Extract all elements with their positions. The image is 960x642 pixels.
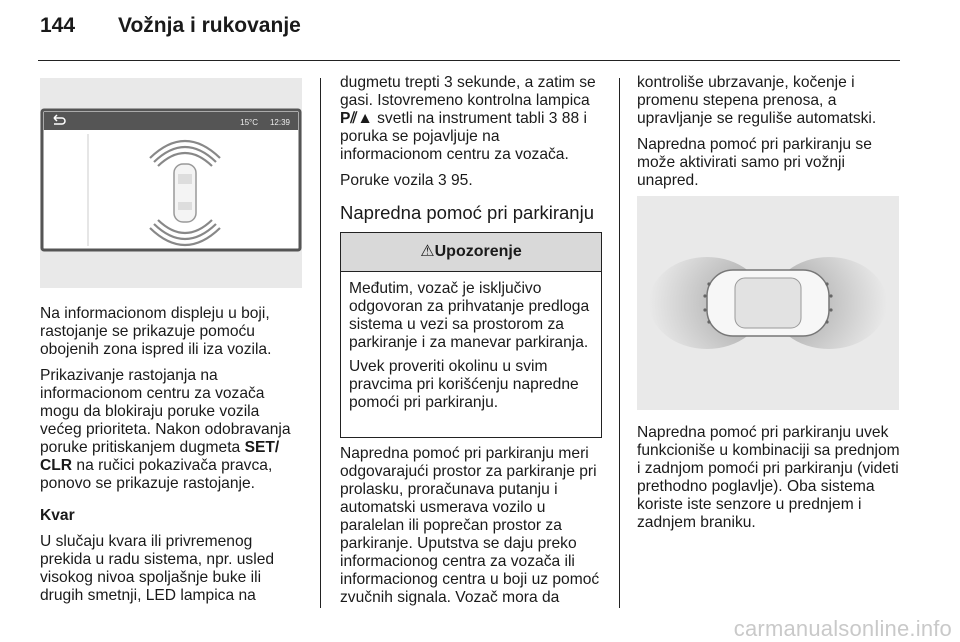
display-time: 12:39 [269,118,290,127]
display-temperature: 15°C [240,118,258,127]
column-divider [320,78,321,608]
warning-triangle-icon: ⚠ [420,243,435,260]
page-title: Vožnja i rukovanje [118,14,301,37]
header-rule [38,60,900,61]
warning-box [340,232,602,438]
warning-text: Uvek proveriti okolinu u svim pravcima pri korišćenju napredne pomoći pri parkiranju. [349,358,579,411]
page-ref-icon: 3 [548,110,558,127]
system-description: Napredna pomoć pri parkiranju meri odgovarajući prostor za parkiranje pri prolasku, proračunava putanju i automatski usmerava vozilo u paralelan ili poprečan prostor za parkiranje. Uputstva se daju preko informacionog centra za vozača ili informacionog centra u boji uz pomoć zvučnih signala. Vozač mora da [340,445,600,606]
parking-warning-icon: P⫽▲ [340,110,373,127]
vehicle-messages-ref: Poruke vozila 3 95. [340,172,473,189]
page-ref-icon: 3 [437,172,447,189]
page-number: 144 [40,14,76,37]
warning-header [341,233,601,272]
column-divider [619,78,620,608]
led-text: dugmetu trepti 3 sekunde, a zatim se gasi. Istovremeno kontrolna lampica P⫽▲ svetli na instrument tabli 3 88 i poruka se pojavljuje na informacionom centru za vozača. [340,74,596,163]
fault-heading: Kvar [40,507,75,524]
fault-text: U slučaju kvara ili privremenog prekida u radu sistema, npr. usled visokog nivoa spoljašnje buke ili drugih smetnji, LED lampica na [40,533,275,604]
sensor-zones-illustration [637,196,899,410]
set-clr-label: SET/ CLR [40,439,280,474]
control-text: kontroliše ubrzavanje, kočenje i promenu stepena prenosa, a upravljanje se reguliše automatski. [637,74,877,127]
activation-text: Napredna pomoć pri parkiranju se može aktivirati samo pri vožnji unapred. [637,136,872,189]
section-heading: Napredna pomoć pri parkiranju [340,202,594,223]
warning-text: Međutim, vozač je isključivo odgovoran za prihvatanje predloga sistema u vezi sa prostorom za parkiranje i za manevar parkiranja. [349,280,590,351]
watermark: carmanualsonline.info [733,616,952,641]
blocking-info: Prikazivanje rastojanja na informacionom centru za vozača mogu da blokiraju poruke vozila većeg prioriteta. Nakon odobravanja poruke pritiskanjem dugmeta SET/ CLR na ručici pokazivača pravca, ponovo se prikazuje rastojanje. [40,367,291,492]
display-description: Na informacionom displeju u boji, rastojanje se prikazuje pomoću obojenih zona ispred ili iza vozila. [40,305,272,358]
parking-display-illustration [40,78,302,288]
warning-title: Upozorenje [434,243,522,260]
combination-text: Napredna pomoć pri parkiranju uvek funkcioniše u kombinaciji sa prednjom i zadnjom pomoći pri parkiranju (videti prethodno poglavlje). Oba sistema koriste iste senzore u prednjem i zadnjem braniku. [637,424,900,531]
